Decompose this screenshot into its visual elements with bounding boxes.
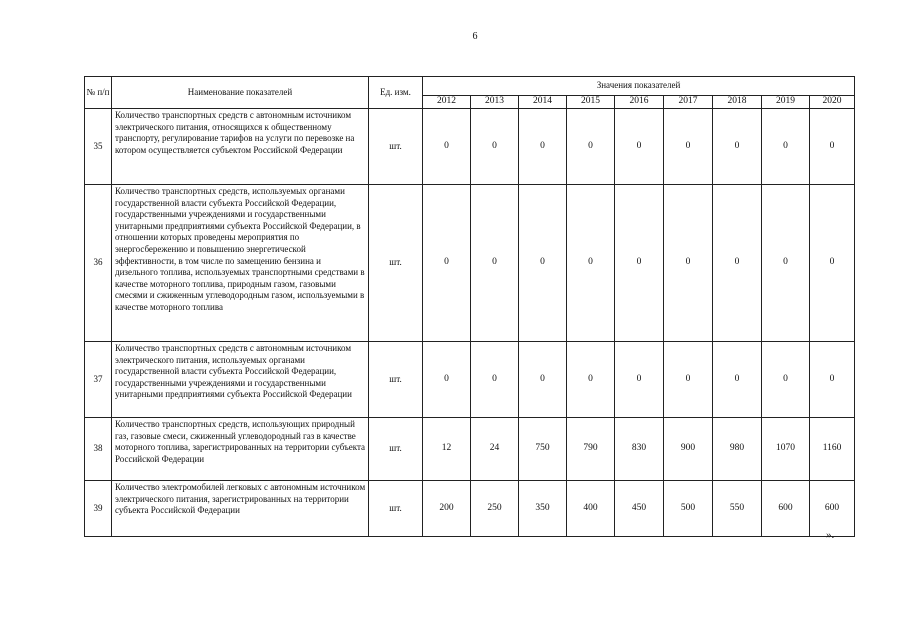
header-year: 2012 xyxy=(423,96,471,109)
header-year: 2018 xyxy=(713,96,762,109)
value-cell: 24 xyxy=(471,418,519,481)
row-number: 37 xyxy=(85,342,112,418)
value-cell: 0 xyxy=(567,185,615,342)
value-cell: 0 xyxy=(664,109,713,185)
unit-cell: шт. xyxy=(369,342,423,418)
value-cell: 0 xyxy=(762,109,810,185)
value-cell: 0 xyxy=(423,109,471,185)
value-cell: 450 xyxy=(615,481,664,537)
value-cell: 600 xyxy=(810,481,855,537)
value-cell: 0 xyxy=(713,185,762,342)
value-cell: 0 xyxy=(713,342,762,418)
table-row xyxy=(85,109,855,185)
value-cell: 1070 xyxy=(762,418,810,481)
page-number: 6 xyxy=(472,31,478,42)
unit-cell: шт. xyxy=(369,481,423,537)
table-row xyxy=(85,185,855,342)
table-row xyxy=(85,418,855,481)
indicator-name: Количество транспортных средств с автономным источником электрического питания, относящихся к общественному транспорту, регулирование тарифов на услуги по перевозке на котором осуществляется субъектом Российской Федерации xyxy=(112,109,369,185)
indicators-table xyxy=(84,76,855,537)
value-cell: 0 xyxy=(519,109,567,185)
value-cell: 0 xyxy=(664,185,713,342)
value-cell: 350 xyxy=(519,481,567,537)
unit-cell: шт. xyxy=(369,109,423,185)
value-cell: 0 xyxy=(713,109,762,185)
value-cell: 12 xyxy=(423,418,471,481)
value-cell: 0 xyxy=(810,109,855,185)
indicator-name: Количество транспортных средств, использующих природный газ, газовые смеси, сжиженный углеводородный газ в качестве моторного топлива, зарегистрированных на территории субъекта Российской Федерации xyxy=(112,418,369,481)
header-values-group: Значения показателей xyxy=(423,77,855,96)
row-number: 39 xyxy=(85,481,112,537)
value-cell: 0 xyxy=(519,185,567,342)
unit-cell: шт. xyxy=(369,418,423,481)
value-cell: 0 xyxy=(762,185,810,342)
table-row xyxy=(85,342,855,418)
value-cell: 790 xyxy=(567,418,615,481)
value-cell: 0 xyxy=(762,342,810,418)
unit-cell: шт. xyxy=(369,185,423,342)
value-cell: 550 xyxy=(713,481,762,537)
row-number: 38 xyxy=(85,418,112,481)
indicator-name: Количество транспортных средств, используемых органами государственной власти субъекта Российской Федерации, государственными учреждениями и государственными унитарными предприятиями субъекта Российской Федерации, в отношении которых проведены мероприятия по энергосбережению и повышению энергетической эффективности, в том числе по замещению бензина и дизельного топлива, используемых транспортными средствами в качестве моторного топлива, природным газом, газовыми смесями и сжиженным углеводородным газом, используемыми в качестве моторного топлива xyxy=(112,185,369,342)
table-row xyxy=(85,481,855,537)
value-cell: 0 xyxy=(567,109,615,185)
header-year: 2020 xyxy=(810,96,855,109)
value-cell: 0 xyxy=(810,185,855,342)
header-year: 2016 xyxy=(615,96,664,109)
header-year: 2015 xyxy=(567,96,615,109)
value-cell: 980 xyxy=(713,418,762,481)
header-unit: Ед. изм. xyxy=(369,77,423,109)
value-cell: 0 xyxy=(810,342,855,418)
value-cell: 0 xyxy=(471,185,519,342)
value-cell: 900 xyxy=(664,418,713,481)
value-cell: 200 xyxy=(423,481,471,537)
value-cell: 750 xyxy=(519,418,567,481)
value-cell: 0 xyxy=(519,342,567,418)
value-cell: 0 xyxy=(423,342,471,418)
value-cell: 0 xyxy=(471,109,519,185)
value-cell: 500 xyxy=(664,481,713,537)
value-cell: 830 xyxy=(615,418,664,481)
value-cell: 400 xyxy=(567,481,615,537)
header-year: 2014 xyxy=(519,96,567,109)
row-number: 35 xyxy=(85,109,112,185)
header-year: 2019 xyxy=(762,96,810,109)
value-cell: 0 xyxy=(664,342,713,418)
value-cell: 0 xyxy=(615,185,664,342)
header-year: 2013 xyxy=(471,96,519,109)
value-cell: 0 xyxy=(615,342,664,418)
row-number: 36 xyxy=(85,185,112,342)
header-num: № п/п xyxy=(85,77,112,109)
value-cell: 1160 xyxy=(810,418,855,481)
closing-quote-mark: ». xyxy=(826,529,835,541)
header-row xyxy=(85,77,855,96)
indicator-name: Количество транспортных средств с автономным источником электрического питания, используемых органами государственной власти субъекта Российской Федерации, государственными учреждениями и государственными унитарными предприятиями субъекта Российской Федерации xyxy=(112,342,369,418)
value-cell: 600 xyxy=(762,481,810,537)
value-cell: 0 xyxy=(567,342,615,418)
indicator-name: Количество электромобилей легковых с автономным источником электрического питания, зарегистрированных на территории субъекта Российской Федерации xyxy=(112,481,369,537)
header-year: 2017 xyxy=(664,96,713,109)
value-cell: 0 xyxy=(423,185,471,342)
header-name: Наименование показателей xyxy=(112,77,369,109)
value-cell: 0 xyxy=(471,342,519,418)
value-cell: 0 xyxy=(615,109,664,185)
value-cell: 250 xyxy=(471,481,519,537)
